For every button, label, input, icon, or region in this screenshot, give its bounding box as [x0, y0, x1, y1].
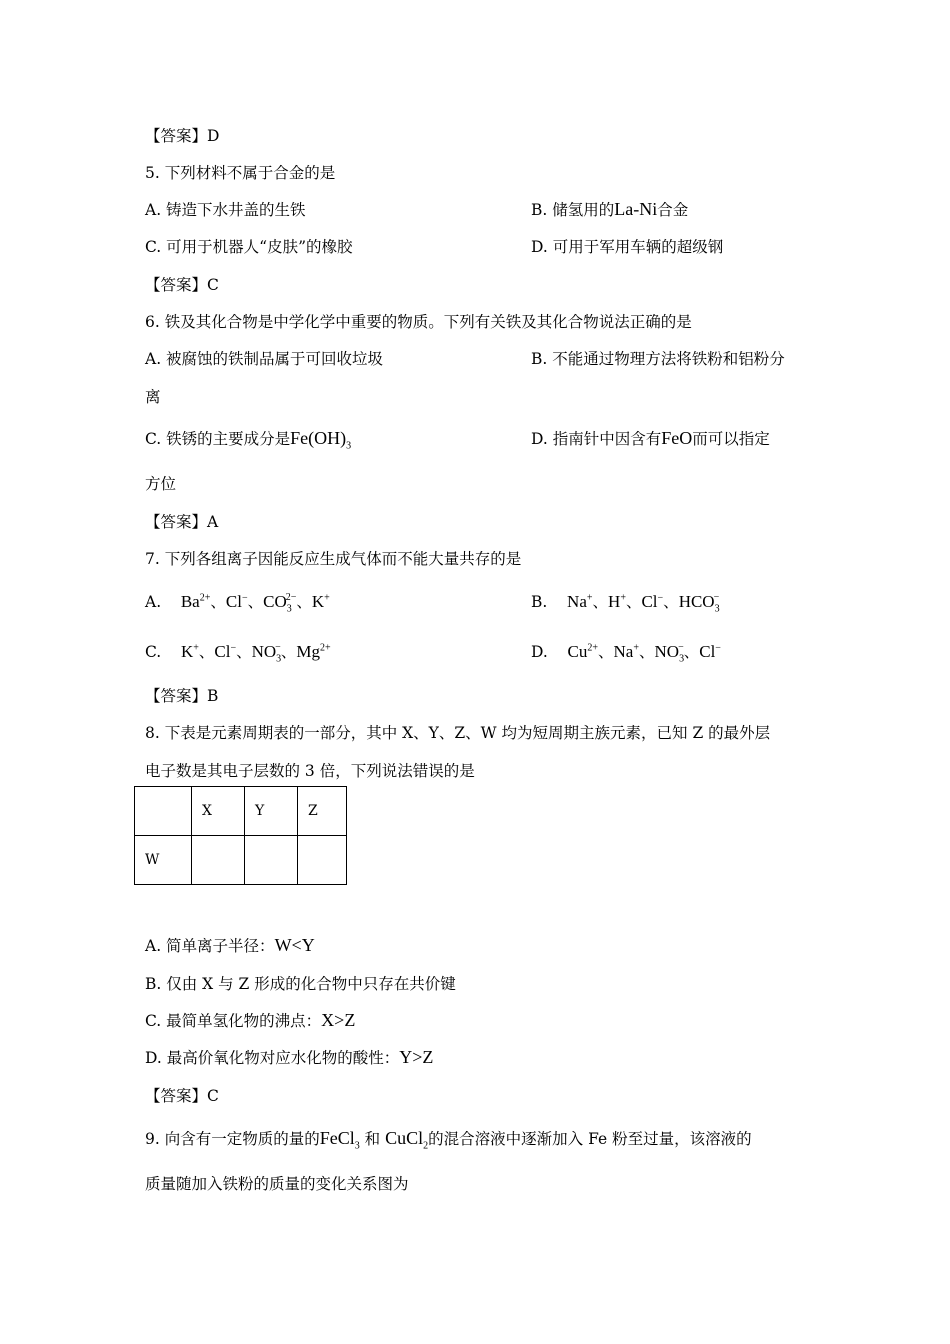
q5-option-a: A. 铸造下水井盖的生铁 — [145, 201, 306, 219]
q6-option-a: A. 被腐蚀的铁制品属于可回收垃圾 — [145, 350, 384, 368]
table-row — [135, 787, 347, 836]
ion-no-sub: 3 — [679, 653, 685, 665]
separator: 、 — [296, 593, 312, 611]
separator: 、 — [236, 643, 252, 661]
ion-h-symbol: H — [608, 592, 621, 611]
q8-option-a-text: A. 简单离子半径： — [145, 937, 275, 955]
q6-formula-feoh3-base: Fe(OH) — [290, 428, 347, 448]
ion-cl-symbol: Cl — [225, 592, 242, 611]
ion-k-symbol: K — [180, 642, 194, 661]
question-8-stem-line2: 电子数是其电子层数的 3 倍，下列说法错误的是 — [145, 762, 475, 780]
q6-option-d-text: D. 指南针中因含有 — [531, 430, 662, 448]
q8-formula-d: Y>Z — [399, 1047, 434, 1067]
table-cell: Z — [298, 787, 347, 836]
q6-option-d-continued: 方位 — [145, 475, 177, 493]
table-cell — [298, 836, 347, 885]
ion-hco-symbol: HCO — [678, 592, 715, 611]
ion-no-symbol: NO — [654, 642, 680, 661]
q6-option-c-text: C. 铁锈的主要成分是 — [145, 430, 291, 448]
ion-cu-charge: 2+ — [587, 642, 599, 654]
separator: 、 — [280, 643, 297, 661]
table-row — [135, 836, 347, 885]
ion-no-symbol: NO — [251, 642, 277, 661]
q5-option-b-suffix: 合金 — [657, 201, 689, 219]
question-9-stem-continued: 质量随加入铁粉的质量的变化关系图为 — [145, 1175, 409, 1193]
formula-fecl3-base: FeCl — [319, 1128, 355, 1148]
ion-no-charge: − — [678, 642, 684, 654]
ion-ba2plus — [181, 592, 211, 611]
table-cell: X — [192, 787, 245, 836]
ion-cl-minus — [641, 592, 663, 611]
formula-cucl2-sub: 2 — [423, 1140, 429, 1152]
q7-option-a — [145, 590, 330, 615]
q6-option-d-suffix: 而可以指定 — [692, 430, 770, 448]
ion-k-plus — [312, 592, 330, 611]
ion-cl-charge: − — [241, 592, 248, 604]
q8-option-d-text: D. 最高价氧化物对应水化物的酸性： — [145, 1049, 400, 1067]
ion-cu-symbol: Cu — [567, 642, 588, 661]
formula-cucl2-base: CuCl — [385, 1128, 424, 1148]
q6-option-d — [531, 427, 770, 449]
ion-mg-charge: 2+ — [319, 642, 331, 654]
ion-hco3-minus — [678, 592, 720, 615]
ion-ba-charge: 2+ — [199, 592, 211, 604]
q5-option-d: D. 可用于军用车辆的超级钢 — [531, 238, 724, 256]
table-cell: W — [135, 836, 192, 885]
ion-cl-symbol: Cl — [214, 642, 231, 661]
answer-q8: 【答案】C — [145, 1087, 219, 1105]
q6-option-c — [145, 427, 352, 452]
ion-cl-charge: − — [657, 592, 664, 604]
question-7-stem: 7. 下列各组离子因能反应生成气体而不能大量共存的是 — [145, 550, 522, 568]
q6-formula-feoh3 — [290, 428, 352, 452]
ion-hco-charge: − — [713, 592, 720, 604]
ion-co-symbol: CO — [263, 592, 287, 611]
ion-cl-symbol: Cl — [699, 642, 716, 661]
q8-option-c — [145, 1009, 355, 1031]
separator: 、 — [592, 593, 609, 611]
answer-q5: 【答案】C — [145, 276, 219, 294]
separator: 、 — [598, 643, 614, 661]
q8-option-a — [145, 934, 315, 956]
question-6-stem: 6. 铁及其化合物是中学化学中重要的物质。下列有关铁及其化合物说法正确的是 — [145, 313, 692, 331]
ion-k-charge: + — [324, 592, 330, 604]
q8-formula-a: W<Y — [274, 935, 315, 955]
ion-h-plus — [608, 592, 626, 611]
ion-mg-symbol: Mg — [296, 642, 320, 661]
ion-cl-minus — [699, 642, 721, 661]
question-5-stem: 5. 下列材料不属于合金的是 — [145, 164, 336, 182]
separator: 、 — [247, 593, 264, 611]
q7-option-a-label: A. — [145, 593, 162, 611]
ion-na-plus — [567, 592, 592, 611]
separator: 、 — [683, 643, 700, 661]
separator: 、 — [663, 593, 679, 611]
ion-k-plus — [181, 642, 199, 661]
ion-co-charge: 2− — [285, 592, 297, 604]
q6-option-b: B. 不能通过物理方法将铁粉和铝粉分 — [531, 350, 785, 368]
q8-option-d — [145, 1046, 433, 1068]
q7-option-d — [531, 640, 721, 665]
q8-option-c-text: C. 最简单氢化物的沸点： — [145, 1012, 322, 1030]
q8-option-b: B. 仅由 X 与 Z 形成的化合物中只存在共价键 — [145, 975, 456, 993]
ion-no3-minus — [251, 642, 282, 665]
separator: 、 — [639, 643, 655, 661]
table-cell — [135, 787, 192, 836]
q7-option-b — [531, 590, 720, 615]
q5-option-c: C. 可用于机器人“皮肤”的橡胶 — [145, 238, 353, 256]
answer-q6: 【答案】A — [145, 513, 219, 531]
ion-no-sub: 3 — [276, 653, 282, 665]
table-cell — [245, 836, 298, 885]
ion-cu2plus — [568, 642, 598, 661]
table-cell: Y — [245, 787, 298, 836]
q5-option-b — [531, 198, 688, 220]
ion-cl-charge: − — [230, 642, 237, 654]
q7-option-c — [145, 640, 331, 665]
ion-no-charge: − — [275, 642, 281, 654]
q7-option-c-label: C. — [145, 643, 162, 661]
ion-co3-2minus — [263, 592, 297, 615]
ion-co-sub: 3 — [286, 603, 292, 615]
ion-na-symbol: Na — [567, 592, 587, 611]
q8-formula-c: X>Z — [321, 1010, 356, 1030]
ion-cl-minus — [226, 592, 248, 611]
ion-h-charge: + — [620, 592, 626, 604]
q6-formula-feo: FeO — [661, 428, 693, 448]
ion-ba-symbol: Ba — [180, 592, 200, 611]
ion-no3-minus — [654, 642, 685, 665]
separator: 、 — [198, 643, 215, 661]
q9-stem-suffix: 的混合溶液中逐渐加入 Fe 粉至过量，该溶液的 — [428, 1130, 752, 1148]
q5-option-b-text: B. 储氢用的 — [531, 201, 615, 219]
answer-q4: 【答案】D — [145, 127, 220, 145]
ion-cl-minus — [214, 642, 236, 661]
ion-k-symbol: K — [311, 592, 325, 611]
formula-fecl3-sub: 3 — [354, 1140, 360, 1152]
ion-mg2plus — [296, 642, 330, 661]
q7-option-d-label: D. — [531, 643, 548, 661]
table-cell — [192, 836, 245, 885]
ion-cl-charge: − — [715, 642, 721, 654]
separator: 、 — [210, 593, 226, 611]
ion-k-charge: + — [193, 642, 199, 654]
q9-stem-text: 9. 向含有一定物质的量的 — [145, 1130, 320, 1148]
q6-option-b-continued: 离 — [145, 388, 161, 406]
ion-hco-sub: 3 — [714, 603, 720, 615]
answer-q7: 【答案】B — [145, 687, 219, 705]
question-9-stem — [145, 1127, 752, 1152]
question-8-stem-line1: 8. 下表是元素周期表的一部分，其中 X、Y、Z、W 均为短周期主族元素，已知 Z 的最外层 — [145, 724, 771, 742]
q6-formula-feoh3-sub: 3 — [346, 440, 352, 452]
ion-cl-symbol: Cl — [641, 592, 658, 611]
formula-fecl3 — [319, 1128, 360, 1152]
q5-formula-lani: La-Ni — [614, 199, 658, 219]
ion-na-charge: + — [633, 642, 639, 654]
periodic-table-fragment — [134, 786, 347, 885]
q7-option-b-label: B. — [531, 593, 548, 611]
ion-na-plus — [614, 642, 639, 661]
formula-cucl2 — [385, 1128, 429, 1152]
q9-and: 和 — [364, 1130, 381, 1148]
ion-na-charge: + — [586, 592, 593, 604]
ion-na-symbol: Na — [613, 642, 634, 661]
separator: 、 — [625, 593, 642, 611]
